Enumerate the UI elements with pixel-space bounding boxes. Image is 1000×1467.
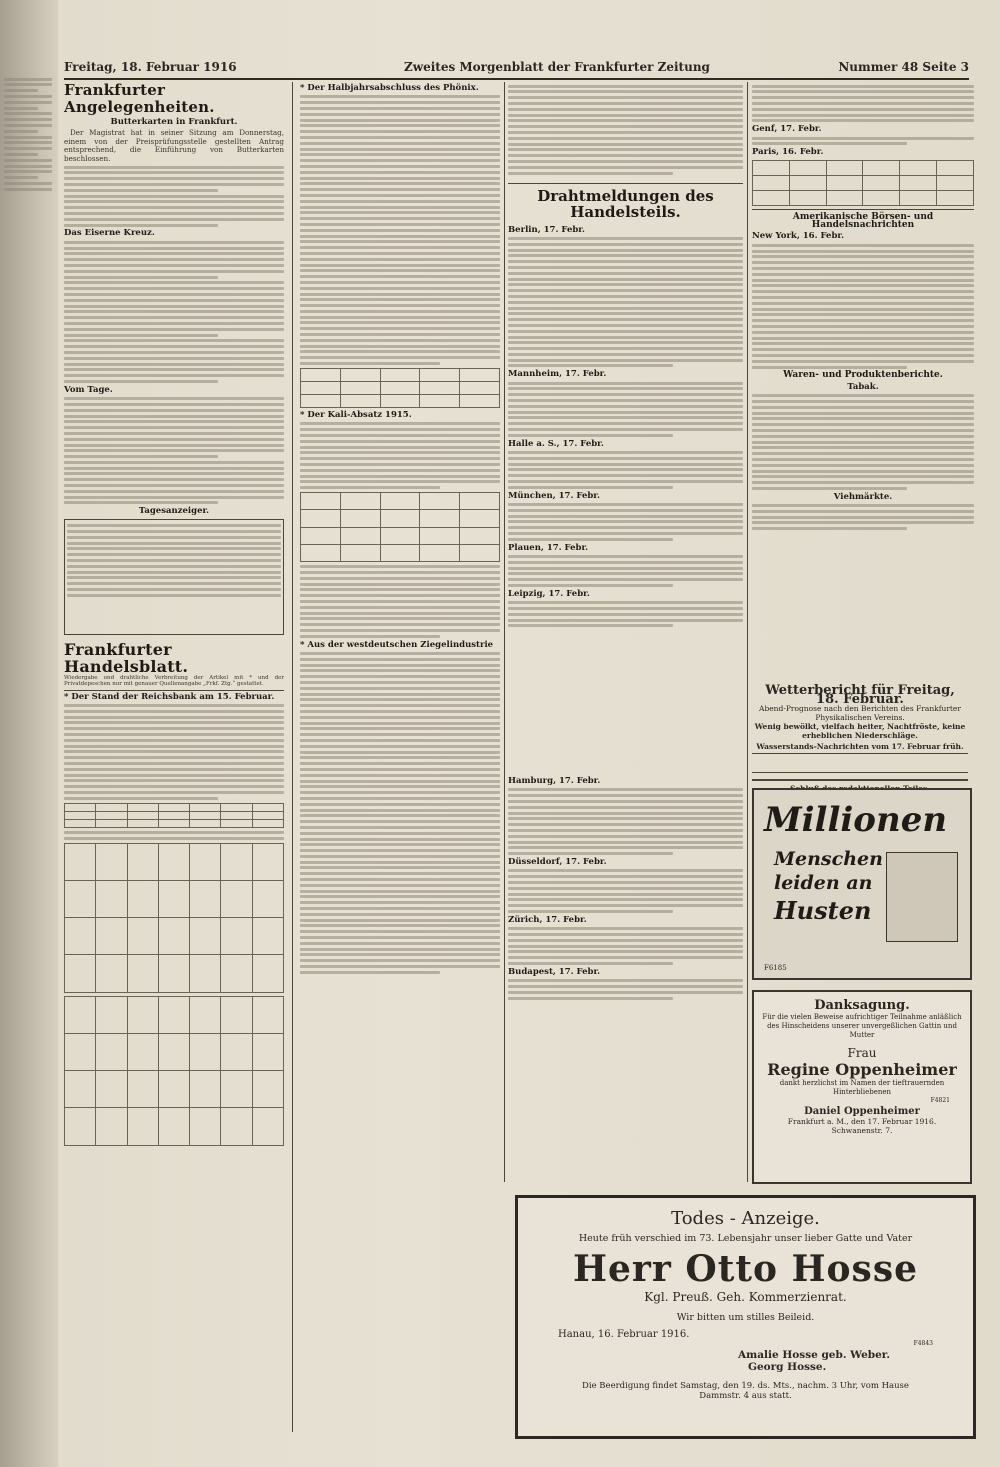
article-body: [508, 451, 743, 489]
handelsblatt-note: Wiedergabe und drahtliche Verbreitung der Artikel mit * und der Privatdepeschen nur mit genauer Quellenangabe „Frkf. Ztg.“ gestattet.: [64, 675, 284, 691]
article-body: [508, 555, 743, 587]
article-body: [508, 382, 743, 437]
paris-rates-table: [752, 160, 974, 206]
weather-report: [752, 683, 968, 793]
dispatch-dateline: Plauen, 17. Febr.: [508, 542, 589, 553]
ad-code: F4821: [930, 1097, 950, 1104]
ad-line: Husten: [774, 896, 872, 925]
article-body: [752, 85, 974, 123]
dispatch-dateline: Halle a. S., 17. Febr.: [508, 438, 604, 449]
header-paper-title: Zweites Morgenblatt der Frankfurter Zeitung: [404, 60, 710, 74]
article-title: Butterkarten in Frankfurt.: [110, 117, 238, 127]
ad-funeral: Die Beerdigung findet Samstag, den 19. ds. Mts., nachm. 3 Uhr, vom Hause Dammstr. 4 aus statt.: [582, 1381, 909, 1401]
dispatch-dateline: Düsseldorf, 17. Febr.: [508, 856, 607, 867]
article-body: [752, 244, 974, 369]
ad-request: Wir bitten um stilles Beileid.: [676, 1312, 815, 1323]
article-lead: Der Magistrat hat in seiner Sitzung am Donnerstag, einem von der Preisprüfungsstelle gestellten Antrag entsprechend, die Einführung von Butterkarten beschlossen.: [64, 128, 284, 163]
article-body: [508, 85, 743, 175]
ad-name: Regine Oppenheimer: [767, 1060, 957, 1079]
header-date: Freitag, 18. Februar 1916: [64, 60, 237, 74]
ad-code: F6185: [764, 964, 787, 972]
dispatch-dateline: Paris, 16. Febr.: [752, 147, 824, 158]
reichsbank-table: [64, 803, 284, 828]
weather-subtitle: Abend-Prognose nach den Berichten des Frankfurter Physikalischen Vereins.: [759, 704, 961, 722]
waren-title: Waren- und Produktenberichte.: [783, 370, 943, 381]
halbjahr-table: [300, 368, 500, 408]
article-body: [508, 237, 743, 368]
column-rule: [292, 82, 293, 1432]
tagesanzeiger-title: Tagesanzeiger.: [138, 506, 210, 517]
ad-intro: Heute früh verschied im 73. Lebensjahr unser lieber Gatte und Vater: [578, 1233, 913, 1244]
article-body: [300, 422, 500, 489]
article-body: [508, 788, 743, 855]
ad-line: leiden an: [774, 872, 873, 894]
dispatch-dateline: Zürich, 17. Febr.: [508, 914, 587, 925]
article-body: [508, 927, 743, 965]
dispatch-dateline: New York, 16. Febr.: [752, 231, 845, 242]
notenumlauf-table: [64, 996, 284, 1146]
article-body: [64, 166, 284, 227]
viehmarkt-title: Viehmärkte.: [833, 491, 893, 502]
ad-title: Danksagung.: [814, 998, 910, 1013]
article-title: * Der Halbjahrsabschluss des Phönix.: [300, 83, 479, 93]
page-header: [64, 58, 969, 80]
ad-title: Todes - Anzeige.: [671, 1208, 820, 1229]
advertisement-todesanzeige: [515, 1195, 976, 1439]
header-page-number: Nummer 48 Seite 3: [838, 60, 969, 74]
water-levels-title: Wasserstands-Nachrichten vom 17. Februar früh.: [756, 742, 964, 751]
ad-family: Amalie Hosse geb. Weber.: [738, 1349, 890, 1361]
subsection-title: Das Eiserne Kreuz.: [64, 228, 155, 239]
ad-name: Herr Otto Hosse: [572, 1248, 918, 1290]
ad-rank: Kgl. Preuß. Geh. Kommerzienrat.: [644, 1290, 847, 1304]
section-title: Frankfurter Angelegenheiten.: [64, 82, 215, 116]
drahtmeldungen-title: Drahtmeldungen des Handelsteils.: [508, 183, 743, 220]
column-frankfurter-angelegenheiten: [64, 82, 284, 1432]
advertisement-millionen: [752, 788, 972, 980]
ad-thanks: dankt herzlichst im Namen der tieftrauernden Hinterbliebenen: [779, 1079, 945, 1096]
tabak-title: Tabak.: [847, 381, 879, 392]
article-body: [752, 137, 974, 146]
ad-family: Georg Hosse.: [748, 1361, 827, 1373]
article-body: [508, 503, 743, 541]
reichsbank-title: * Der Stand der Reichsbank am 15. Februar.: [64, 691, 275, 702]
column-rule: [504, 82, 505, 1182]
ad-place: Hanau, 16. Februar 1916.: [558, 1329, 690, 1340]
article-body: [752, 394, 974, 490]
ad-headline: Millionen: [764, 800, 948, 840]
column-rule: [747, 82, 748, 1182]
ad-line: Menschen: [774, 848, 883, 870]
bank-statistics-table: [64, 843, 284, 993]
dispatch-dateline: Berlin, 17. Febr.: [508, 224, 585, 235]
article-body: [752, 504, 974, 530]
ad-address: Schwanenstr. 7.: [831, 1126, 893, 1135]
column-drahtmeldungen: [508, 82, 743, 762]
article-title: * Aus der westdeutschen Ziegelindustrie: [300, 639, 494, 650]
weather-text: Wenig bewölkt, vielfach heiter, Nachtfröste, keine erheblichen Niederschläge.: [754, 722, 966, 740]
water-levels-table: [752, 753, 968, 773]
kali-table: [300, 492, 500, 562]
handelsblatt-title: Frankfurter Handelsblatt.: [64, 639, 189, 676]
column-phoenix-kali: [300, 82, 500, 1432]
article-body: [64, 831, 284, 840]
weather-title: Wetterbericht für Freitag, 18. Februar.: [765, 683, 955, 707]
column-drahtmeldungen-continued: [508, 775, 743, 1187]
subsection-title: Vom Tage.: [64, 384, 113, 395]
dispatch-dateline: Leipzig, 17. Febr.: [508, 588, 590, 599]
ad-text: Für die vielen Beweise aufrichtiger Teilnahme anläßlich des Hinscheidens unserer unvergeßlichen Gattin und Mutter: [762, 1013, 962, 1039]
amerika-title: Amerikanische Börsen- und Handelsnachrichten: [752, 209, 974, 230]
adjacent-page-margin: [4, 75, 52, 1375]
article-body: [508, 601, 743, 627]
ad-place: Frankfurt a. M., den 17. Februar 1916.: [787, 1117, 937, 1126]
dispatch-dateline: Budapest, 17. Febr.: [508, 966, 601, 977]
dispatch-dateline: Genf, 17. Febr.: [752, 124, 822, 135]
article-body: [300, 565, 500, 638]
article-body: [300, 95, 500, 365]
article-title: * Der Kali-Absatz 1915.: [300, 410, 412, 421]
article-body: [64, 241, 284, 383]
dispatch-dateline: Mannheim, 17. Febr.: [508, 369, 607, 380]
ad-product-box: [886, 852, 958, 942]
ad-signer: Daniel Oppenheimer: [804, 1106, 920, 1117]
tagesanzeiger-box: [64, 519, 284, 635]
article-body: [64, 397, 284, 504]
article-body: [508, 979, 743, 999]
dispatch-dateline: München, 17. Febr.: [508, 490, 600, 501]
advertisement-danksagung: [752, 990, 972, 1184]
ad-code: F4843: [913, 1340, 933, 1347]
column-boersen: [752, 82, 974, 662]
article-body: [508, 869, 743, 913]
dispatch-dateline: Hamburg, 17. Febr.: [508, 776, 601, 786]
ad-frau: Frau: [847, 1046, 877, 1060]
article-body: [64, 704, 284, 800]
article-body: [300, 652, 500, 974]
